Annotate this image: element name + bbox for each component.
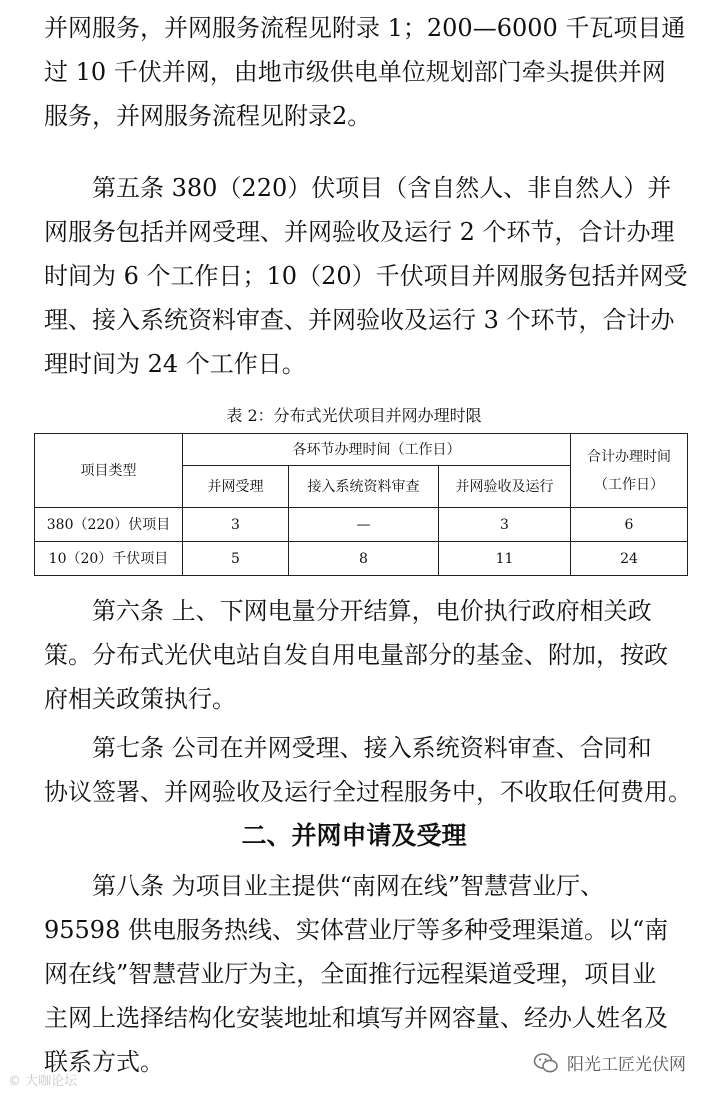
text-line: 联系方式。: [44, 1048, 164, 1076]
header-stage-time: 各环节办理时间（工作日）: [183, 434, 571, 466]
watermark-right-text: 阳光工匠光伏网: [567, 1055, 686, 1075]
header-total-time: [571, 434, 688, 508]
paragraph-article-6: [44, 589, 676, 721]
header-project-type: 项目类型: [35, 434, 183, 508]
cell-acceptance: 11: [439, 542, 571, 576]
text-line: 协议签署、并网验收及运行全过程服务中，不收取任何费用。: [44, 778, 692, 806]
text-line: 第七条 公司在并网受理、接入系统资料审查、合同和: [92, 734, 652, 762]
subheader-accept: 并网受理: [183, 466, 289, 508]
header-total-line1: 合计办理时间: [587, 448, 672, 465]
cell-total: 6: [571, 508, 688, 542]
cell-accept: 5: [183, 542, 289, 576]
table-row: [35, 542, 688, 576]
text-line: 第八条 为项目业主提供“南网在线”智慧营业厅、: [92, 872, 605, 900]
paragraph-article-5: [44, 166, 688, 386]
header-total-line2: （工作日）: [594, 476, 665, 493]
text-line: 时间为 6 个工作日；10（20）千伏项目并网服务包括并网受: [44, 262, 688, 290]
text-line: 服务，并网服务流程见附录2。: [44, 102, 372, 130]
subheader-acceptance: 并网验收及运行: [439, 466, 571, 508]
cell-review: 8: [289, 542, 439, 576]
text-line: 过 10 千伏并网，由地市级供电单位规划部门牵头提供并网: [44, 58, 666, 86]
wechat-icon: [533, 1052, 559, 1074]
paragraph-article-7: [44, 726, 692, 814]
text-line: 网服务包括并网受理、并网验收及运行 2 个环节，合计办理: [44, 218, 675, 246]
text-line: 理时间为 24 个工作日。: [44, 350, 306, 378]
watermark-right: [533, 1050, 686, 1075]
subheader-review: 接入系统资料审查: [289, 466, 439, 508]
section-heading: 二、并网申请及受理: [241, 821, 467, 850]
cell-total: 24: [571, 542, 688, 576]
processing-time-table: [34, 433, 688, 576]
cell-review: —: [289, 508, 439, 542]
cell-type: 10（20）千伏项目: [35, 542, 183, 576]
table-row: [35, 508, 688, 542]
cell-accept: 3: [183, 508, 289, 542]
watermark-left: © 大咖论坛: [8, 1074, 78, 1089]
text-line: 理、接入系统资料审查、并网验收及运行 3 个环节，合计办: [44, 306, 675, 334]
paragraph-grid-service: [44, 6, 686, 138]
text-line: 府相关政策执行。: [44, 685, 236, 713]
text-line: 策。分布式光伏电站自发自用电量部分的基金、附加，按政: [44, 641, 668, 669]
text-line: 第六条 上、下网电量分开结算，电价执行政府相关政: [92, 597, 652, 625]
text-line: 主网上选择结构化安装地址和填写并网容量、经办人姓名及: [44, 1004, 668, 1032]
text-line: 第五条 380（220）伏项目（含自然人、非自然人）并: [92, 174, 672, 202]
cell-acceptance: 3: [439, 508, 571, 542]
text-line: 网在线”智慧营业厅为主，全面推行远程渠道受理，项目业: [44, 960, 657, 988]
text-line: 并网服务，并网服务流程见附录 1；200—6000 千瓦项目通: [44, 14, 686, 42]
table-caption: 表 2：分布式光伏项目并网办理时限: [226, 406, 482, 425]
text-line: 95598 供电服务热线、实体营业厅等多种受理渠道。以“南: [44, 916, 669, 944]
cell-type: 380（220）伏项目: [35, 508, 183, 542]
